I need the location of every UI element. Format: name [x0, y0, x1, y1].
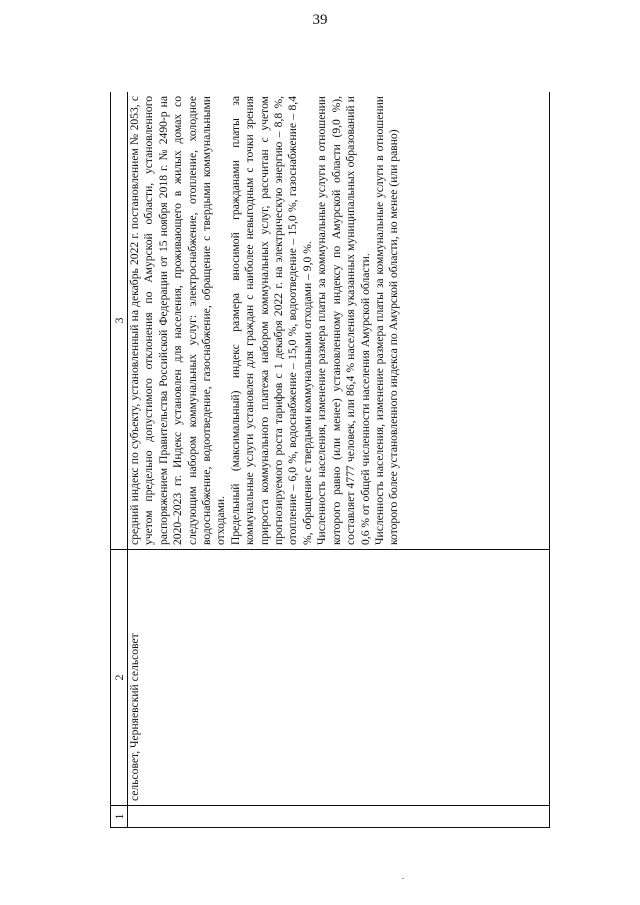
scan-artifact — [402, 878, 404, 879]
paragraph-population-above: Численность населения, изменение размера платы за коммунальные услуги в отношении которого более установленного индекса по Амурской области, но менее (или равно) — [372, 96, 401, 545]
document-table — [110, 92, 550, 828]
cell-description — [128, 92, 550, 550]
paragraph-population-within: Численность населения, изменение размера платы за коммунальные услуги в отношении которого равно (или менее) установленному индексу по Амурской области (9,0 %), составляет 4777 человек, или 86,4 % населения указанных муниципальных образований и 0,6 % от общей численности населения Амурской области. — [315, 96, 372, 545]
column-header-3: 3 — [111, 92, 128, 550]
paragraph-max-index: Предельный (максимальный) индекс размера вносимой гражданами платы за коммунальные услуги установлен для граждан с наиболее невыгодным с точки зрения прироста коммунального платежа набором коммунальных услуг, рассчитан с учетом прогнозируемого роста тарифов с 1 декабря 2022 г. на электрическую энергию – 8,8 %, отопление – 6,0 %, водоснабжение – 15,0 %, водоотведение – 15,0 %, газоснабжение – 8,4 %, обращение с твердыми коммунальными отходами – 9,0 %. — [228, 96, 314, 545]
paragraph-average-index: средний индекс по субъекту, установленный на декабрь 2022 г. постановлением № 2053, с учетом предельно допустимого отклонения по Амурской области, установленного распоряжением Правительства Российской Федерации от 15 ноября 2018 г. № 2490-р на 2020–2023 гг. Индекс установлен для населения, проживающего в жилых домах со следующим набором коммунальных услуг: электроснабжение, отопление, холодное водоснабжение, водоотведение, газоснабжение, обращение с твердыми коммунальными отходами. — [128, 96, 228, 545]
table-row — [128, 92, 550, 828]
column-header-2: 2 — [111, 550, 128, 806]
page-number: 39 — [312, 12, 328, 28]
column-header-1: 1 — [111, 806, 128, 828]
cell-col1 — [128, 806, 550, 828]
rotated-table-frame — [110, 92, 550, 828]
table-header-row — [111, 92, 128, 828]
cell-municipality: сельсовет, Черняевский сельсовет — [128, 550, 550, 806]
table-content — [110, 92, 550, 828]
